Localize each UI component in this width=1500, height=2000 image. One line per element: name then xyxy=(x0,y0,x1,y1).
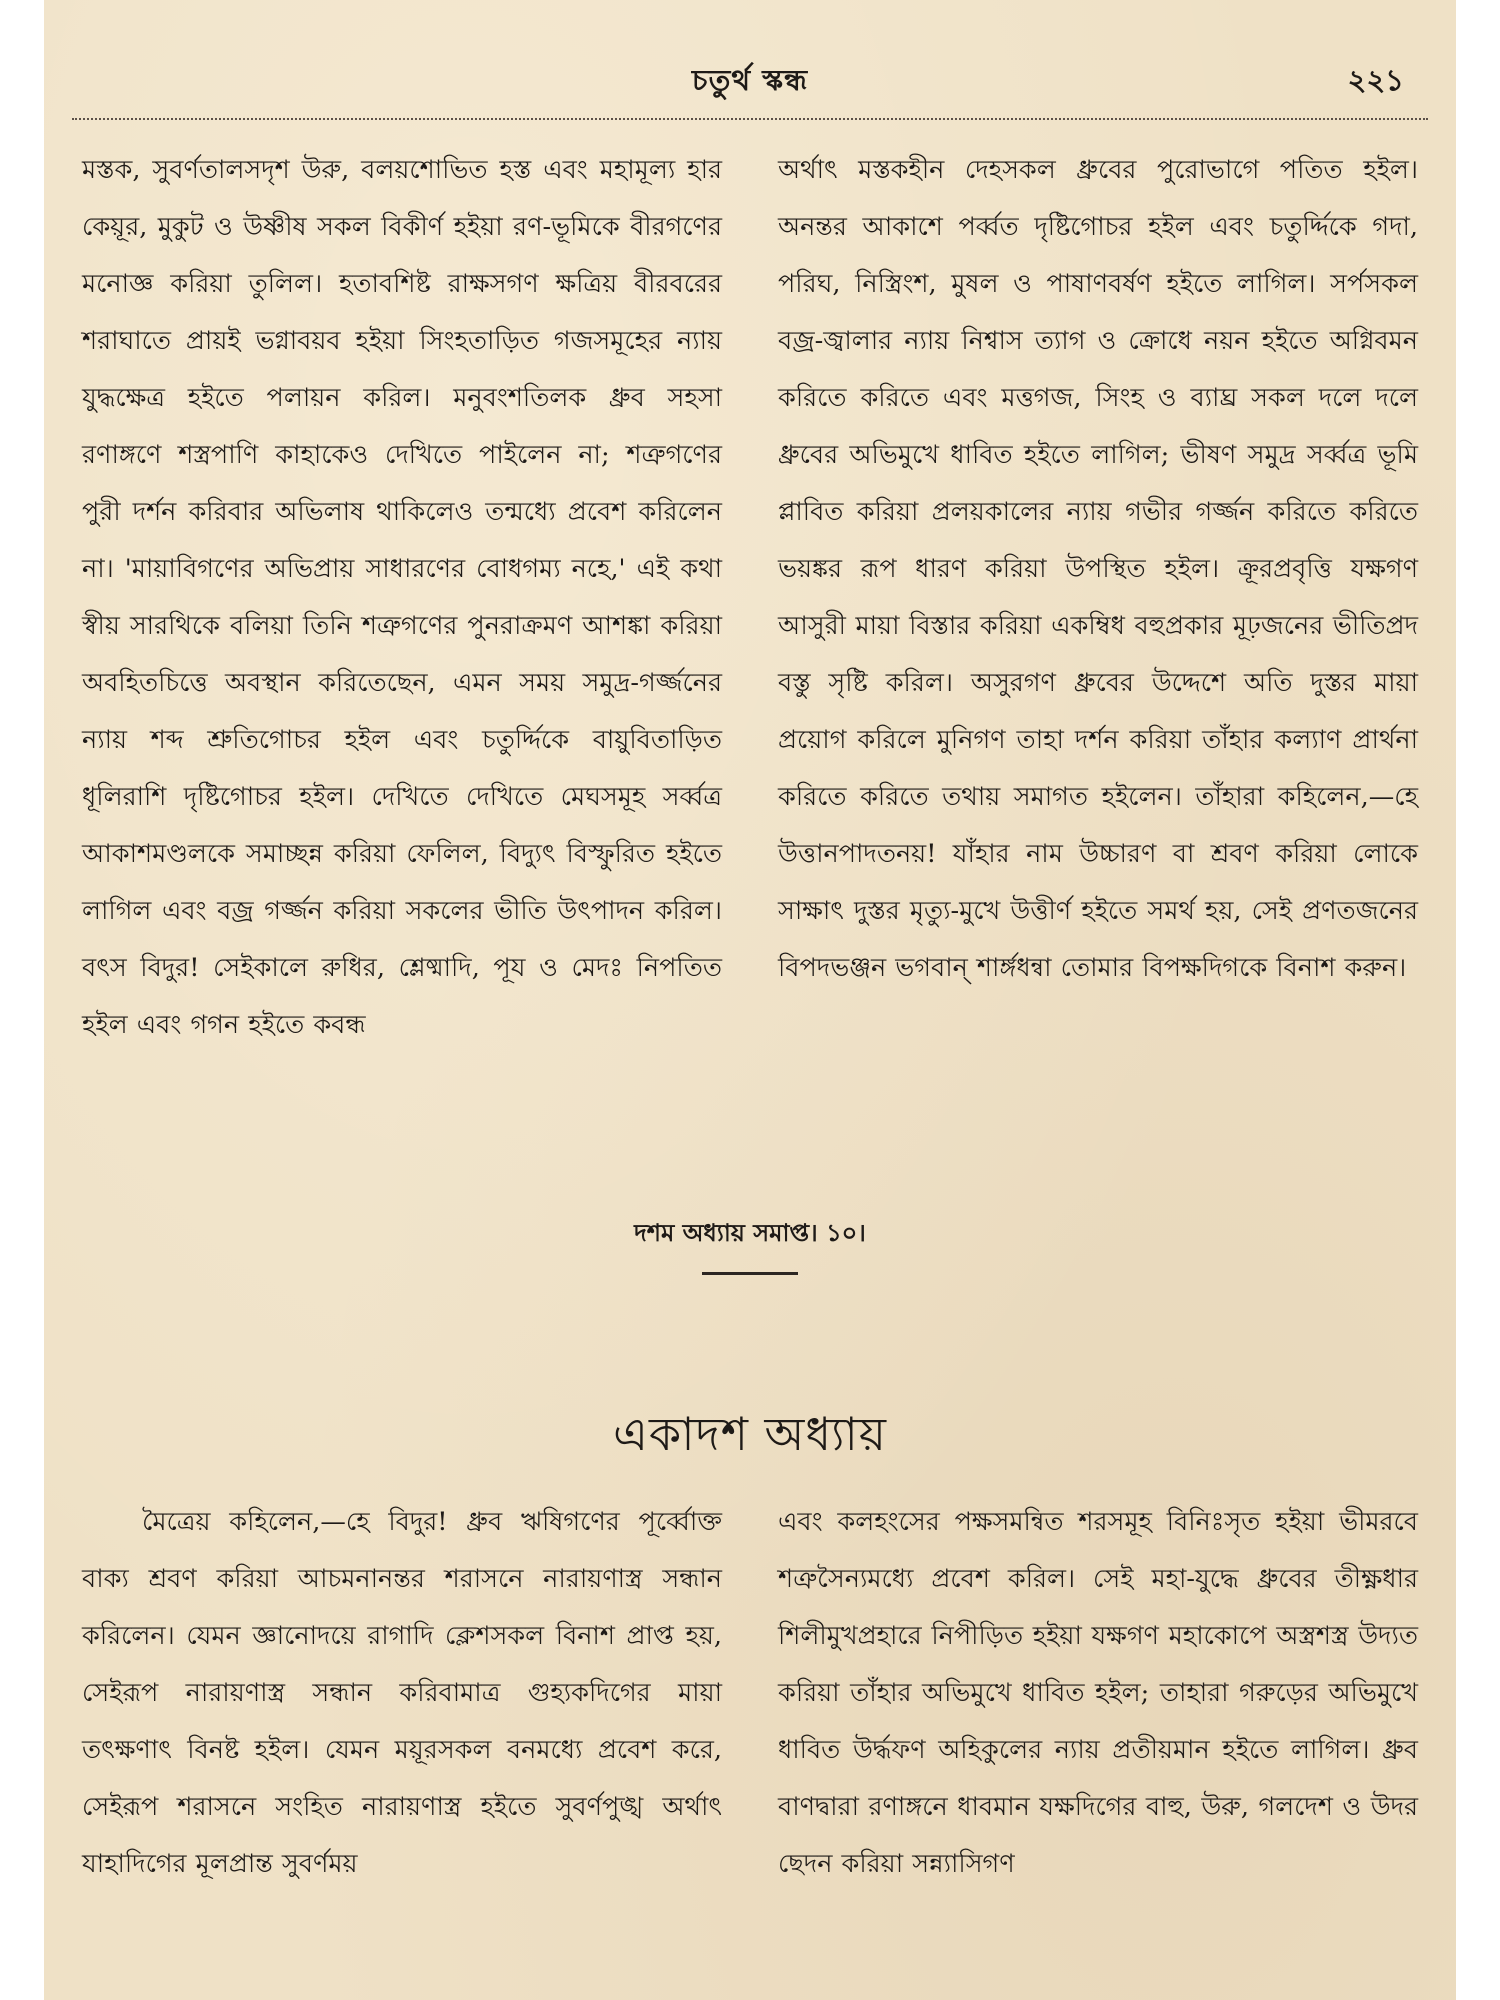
chapter-end-note: দশম অধ্যায় সমাপ্ত। ১০। xyxy=(634,1218,866,1247)
top-text-columns xyxy=(82,142,1418,1054)
header-dotted-rule xyxy=(72,118,1428,120)
bottom-left-column xyxy=(82,1494,722,1893)
top-left-column xyxy=(82,142,722,1054)
bottom-right-column xyxy=(778,1494,1418,1893)
paragraph: এবং কলহংসের পক্ষসমন্বিত শরসমূহ বিনিঃসৃত হইয়া ভীমরবে শত্রুসৈন্যমধ্যে প্রবেশ করিল। সেই মহা-যুদ্ধে ধ্রুবের তীক্ষ্ণধার শিলীমুখপ্রহারে নিপীড়িত হইয়া যক্ষগণ মহাকোপে অস্ত্রশস্ত্র উদ্যত করিয়া তাঁহার অভিমুখে ধাবিত হইল; তাহারা গরুড়ের অভিমুখে ধাবিত উর্দ্ধফণ অহিকুলের ন্যায় প্রতীয়মান হইতে লাগিল। ধ্রুব বাণদ্বারা রণাঙ্গনে ধাবমান যক্ষদিগের বাহু, উরু, গলদেশ ও উদর ছেদন করিয়া সন্ন্যাসিগণ xyxy=(778,1507,1418,1879)
paragraph: অর্থাৎ মস্তকহীন দেহসকল ধ্রুবের পুরোভাগে পতিত হইল। অনন্তর আকাশে পর্ব্বত দৃষ্টিগোচর হইল এবং চতুর্দ্দিকে গদা, পরিঘ, নিস্ত্রিংশ, মুষল ও পাষাণবর্ষণ হইতে লাগিল। সর্পসকল বজ্র-জ্বালার ন্যায় নিশ্বাস ত্যাগ ও ক্রোধে নয়ন হইতে অগ্নিবমন করিতে করিতে এবং মত্তগজ, সিংহ ও ব্যাঘ্র সকল দলে দলে ধ্রুবের অভিমুখে ধাবিত হইতে লাগিল; ভীষণ সমুদ্র সর্ব্বত্র ভূমি প্লাবিত করিয়া প্রলয়কালের ন্যায় গভীর গর্জ্জন করিতে করিতে ভয়ঙ্কর রূপ ধারণ করিয়া উপস্থিত হইল। ক্রূরপ্রবৃত্তি যক্ষগণ আসুরী মায়া বিস্তার করিয়া একম্বিধ বহুপ্রকার মূঢ়জনের ভীতিপ্রদ বস্তু সৃষ্টি করিল। অসুরগণ ধ্রুবের উদ্দেশে অতি দুস্তর মায়া প্রয়োগ করিলে মুনিগণ তাহা দর্শন করিয়া তাঁহার কল্যাণ প্রার্থনা করিতে করিতে তথায় সমাগত হইলেন। তাঁহারা কহিলেন,—হে উত্তানপাদতনয়! যাঁহার নাম উচ্চারণ বা শ্রবণ করিয়া লোকে সাক্ষাৎ দুস্তর মৃত্যু-মুখে উত্তীর্ণ হইতে সমর্থ হয়, সেই প্রণতজনের বিপদভঞ্জন ভগবান্ শার্ঙ্গধন্বা তোমার বিপক্ষদিগকে বিনাশ করুন। xyxy=(778,155,1418,983)
bottom-text-columns xyxy=(82,1494,1418,1893)
page-number: ২২১ xyxy=(1347,63,1404,97)
paragraph: মস্তক, সুবর্ণতালসদৃশ উরু, বলয়শোভিত হস্ত এবং মহামূল্য হার কেয়ূর, মুকুট ও উষ্ণীষ সকল বিকীর্ণ হইয়া রণ-ভূমিকে বীরগণের মনোজ্ঞ করিয়া তুলিল। হতাবশিষ্ট রাক্ষসগণ ক্ষত্রিয় বীরবরের শরাঘাতে প্রায়ই ভগ্নাবয়ব হইয়া সিংহতাড়িত গজসমূহের ন্যায় যুদ্ধক্ষেত্র হইতে পলায়ন করিল। মনুবংশতিলক ধ্রুব সহসা রণাঙ্গণে শস্ত্রপাণি কাহাকেও দেখিতে পাইলেন না; শত্রুগণের পুরী দর্শন করিবার অভিলাষ থাকিলেও তন্মধ্যে প্রবেশ করিলেন না। 'মায়াবিগণের অভিপ্রায় সাধারণের বোধগম্য নহে,' এই কথা স্বীয় সারথিকে বলিয়া তিনি শত্রুগণের পুনরাক্রমণ আশঙ্কা করিয়া অবহিতচিত্তে অবস্থান করিতেছেন, এমন সময় সমুদ্র-গর্জ্জনের ন্যায় শব্দ শ্রুতিগোচর হইল এবং চতুর্দ্দিকে বায়ুবিতাড়িত ধূলিরাশি দৃষ্টিগোচর হইল। দেখিতে দেখিতে মেঘসমূহ সর্ব্বত্র আকাশমণ্ডলকে সমাচ্ছন্ন করিয়া ফেলিল, বিদ্যুৎ বিস্ফুরিত হইতে লাগিল এবং বজ্র গর্জ্জন করিয়া সকলের ভীতি উৎপাদন করিল। বৎস বিদুর! সেইকালে রুধির, শ্লেষ্মাদি, পূয ও মেদঃ নিপতিত হইল এবং গগন হইতে কবন্ধ xyxy=(82,155,722,1040)
page-header xyxy=(74,58,1426,106)
chapter-title: একাদশ অধ্যায় xyxy=(613,1407,887,1461)
top-right-column xyxy=(778,142,1418,1054)
paragraph: মৈত্রেয় কহিলেন,—হে বিদুর! ধ্রুব ঋষিগণের পূর্ব্বোক্ত বাক্য শ্রবণ করিয়া আচমনানন্তর শরাসনে নারায়ণাস্ত্র সন্ধান করিলেন। যেমন জ্ঞানোদয়ে রাগাদি ক্লেশসকল বিনাশ প্রাপ্ত হয়, সেইরূপ নারায়ণাস্ত্র সন্ধান করিবামাত্র গুহ্যকদিগের মায়া তৎক্ষণাৎ বিনষ্ট হইল। যেমন ময়ূরসকল বনমধ্যে প্রবেশ করে, সেইরূপ শরাসনে সংহিত নারায়ণাস্ত্র হইতে সুবর্ণপুঙ্খ অর্থাৎ যাহাদিগের মূলপ্রান্ত সুবর্ণময় xyxy=(82,1507,722,1879)
section-divider xyxy=(702,1272,798,1275)
book-page xyxy=(44,0,1456,2000)
running-head: চতুর্থ স্কন্ধ xyxy=(691,63,809,97)
